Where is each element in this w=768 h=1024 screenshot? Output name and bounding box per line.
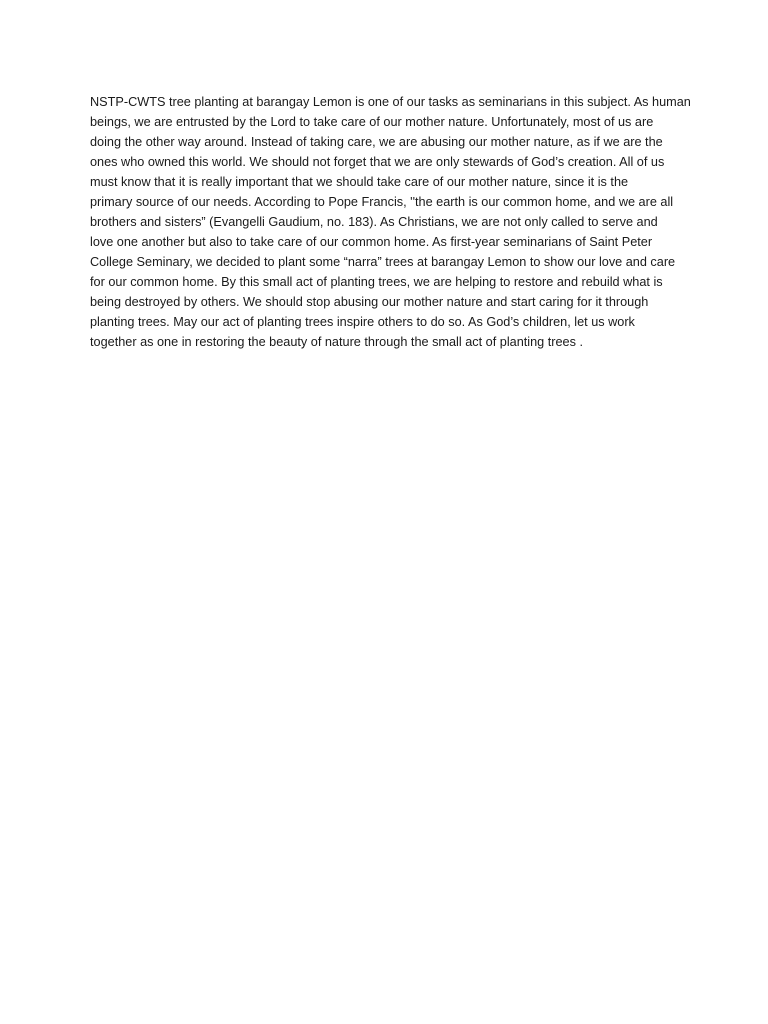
paragraph-line: primary source of our needs. According to Pope Francis, ''the earth is our common home, and we are all	[90, 195, 674, 209]
paragraph-line: NSTP-CWTS tree planting at barangay Lemon is one of our tasks as seminarians in this subject. As human	[90, 95, 691, 109]
paragraph-line: must know that it is really important that we should take care of our mother nature, since it is the	[90, 175, 629, 189]
paragraph-line: for our common home. By this small act of planting trees, we are helping to restore and rebuild what is	[90, 275, 663, 289]
paragraph-line: doing the other way around. Instead of taking care, we are abusing our mother nature, as if we are the	[90, 135, 663, 149]
paragraph-line: love one another but also to take care of our common home. As first-year seminarians of Saint Peter	[90, 235, 653, 249]
paragraph-line: brothers and sisters” (Evangelli Gaudium, no. 183). As Christians, we are not only called to serve and	[90, 215, 658, 229]
paragraph-line: together as one in restoring the beauty of nature through the small act of planting trees .	[90, 335, 584, 349]
paragraph-line: being destroyed by others. We should stop abusing our mother nature and start caring for it through	[90, 295, 649, 309]
paragraph-line: ones who owned this world. We should not forget that we are only stewards of God’s creation. All of us	[90, 155, 665, 169]
paragraph-line: College Seminary, we decided to plant some “narra” trees at barangay Lemon to show our love and care	[90, 255, 676, 269]
body-paragraph	[90, 92, 690, 352]
paragraph-line: beings, we are entrusted by the Lord to take care of our mother nature. Unfortunately, most of us are	[90, 115, 654, 129]
paragraph-line: planting trees. May our act of planting trees inspire others to do so. As God’s children, let us work	[90, 315, 635, 329]
